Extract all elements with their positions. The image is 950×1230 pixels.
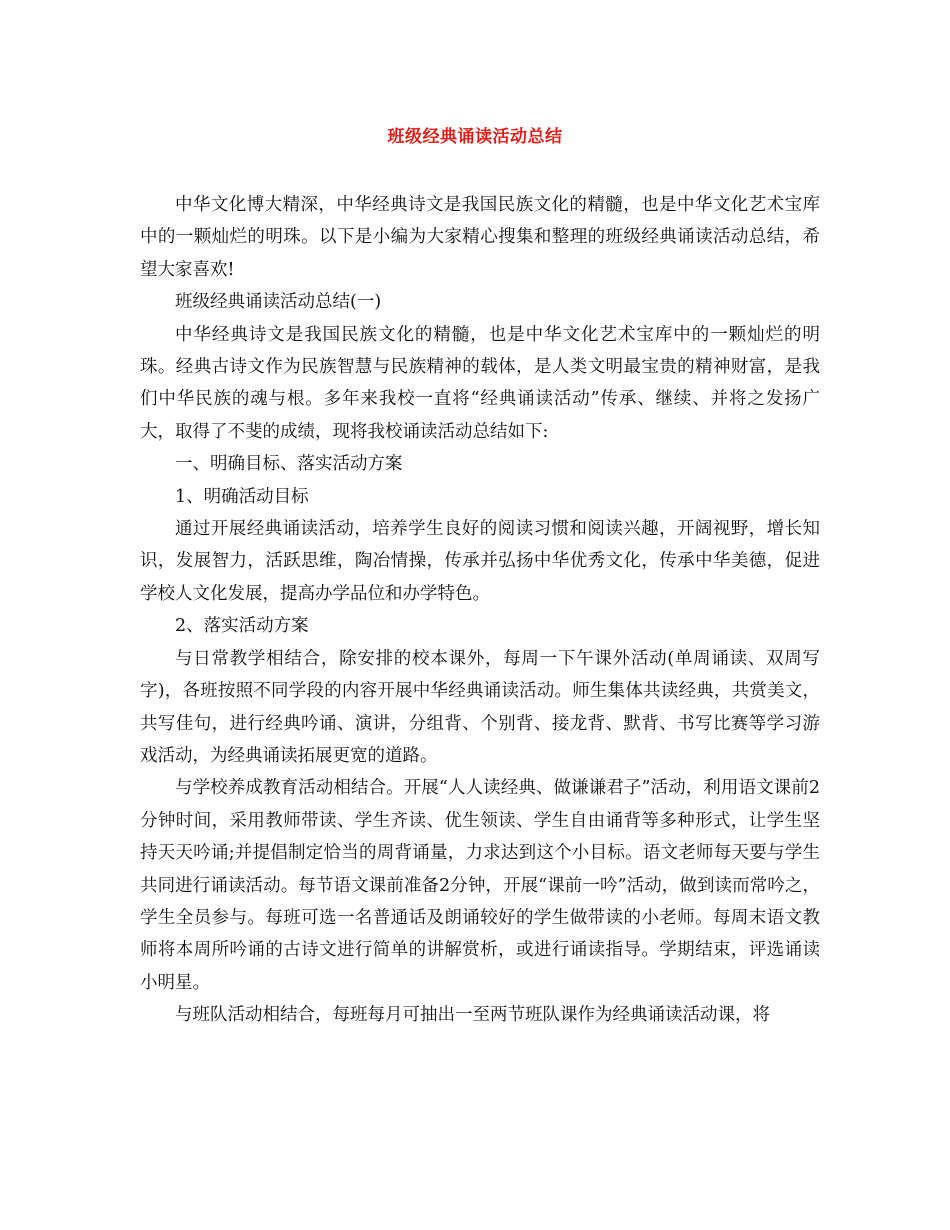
paragraph-intro: 中华文化博大精深，中华经典诗文是我国民族文化的精髓，也是中华文化艺术宝库中的一颗灿烂的明珠。以下是小编为大家精心搜集和整理的班级经典诵读活动总结，希望大家喜欢! [140,195,820,280]
paragraph: 中华经典诗文是我国民族文化的精髓，也是中华文化艺术宝库中的一颗灿烂的明珠。经典古诗文作为民族智慧与民族精神的载体，是人类文明最宝贵的精神财富，是我们中华民族的魂与根。多年来我校一直将“经典诵读活动”传承、继续、并将之发扬广大，取得了不斐的成绩，现将我校诵读活动总结如下: [140,324,820,442]
paragraph: 通过开展经典诵读活动，培养学生良好的阅读习惯和阅读兴趣，开阔视野，增长知识，发展智力，活跃思维，陶冶情操，传承并弘扬中华优秀文化，传承中华美德，促进学校人文化发展，提高办学品位和办学特色。 [140,519,820,604]
section-heading: 一、明确目标、落实活动方案 [175,454,403,475]
paragraph: 与日常教学相结合，除安排的校本课外，每周一下午课外活动(单周诵读、双周写字)，各班按照不同学段的内容开展中华经典诵读活动。师生集体共读经典，共赏美文，共写佳句，进行经典吟诵、演讲，分组背、个别背、接龙背、默背、书写比赛等学习游戏活动，为经典诵读拓展更宽的道路。 [140,648,820,766]
document-body [140,189,820,1032]
paragraph: 与班队活动相结合，每班每月可抽出一至两节班队课作为经典诵读活动课，将 [175,1005,770,1026]
paragraph: 与学校养成教育活动相结合。开展“人人读经典、做谦谦君子”活动，利用语文课前2分钟时间，采用教师带读、学生齐读、优生领读、学生自由诵背等多种形式，让学生坚持天天吟诵;并提倡制定恰当的周背诵量，力求达到这个小目标。语文老师每天要与学生共同进行诵读活动。每节语文课前准备2分钟，开展“课前一吟”活动，做到读而常吟之，学生全员参与。每班可选一名普通话及朗诵较好的学生做带读的小老师。每周末语文教师将本周所吟诵的古诗文进行简单的讲解赏析，或进行诵读指导。学期结束，评选诵读小明星。 [140,778,820,993]
paragraph-subtitle: 班级经典诵读活动总结(一) [175,292,382,313]
subsection-heading: 2、落实活动方案 [175,616,309,637]
document-title: 班级经典诵读活动总结 [387,127,563,147]
subsection-heading: 1、明确活动目标 [175,486,309,507]
